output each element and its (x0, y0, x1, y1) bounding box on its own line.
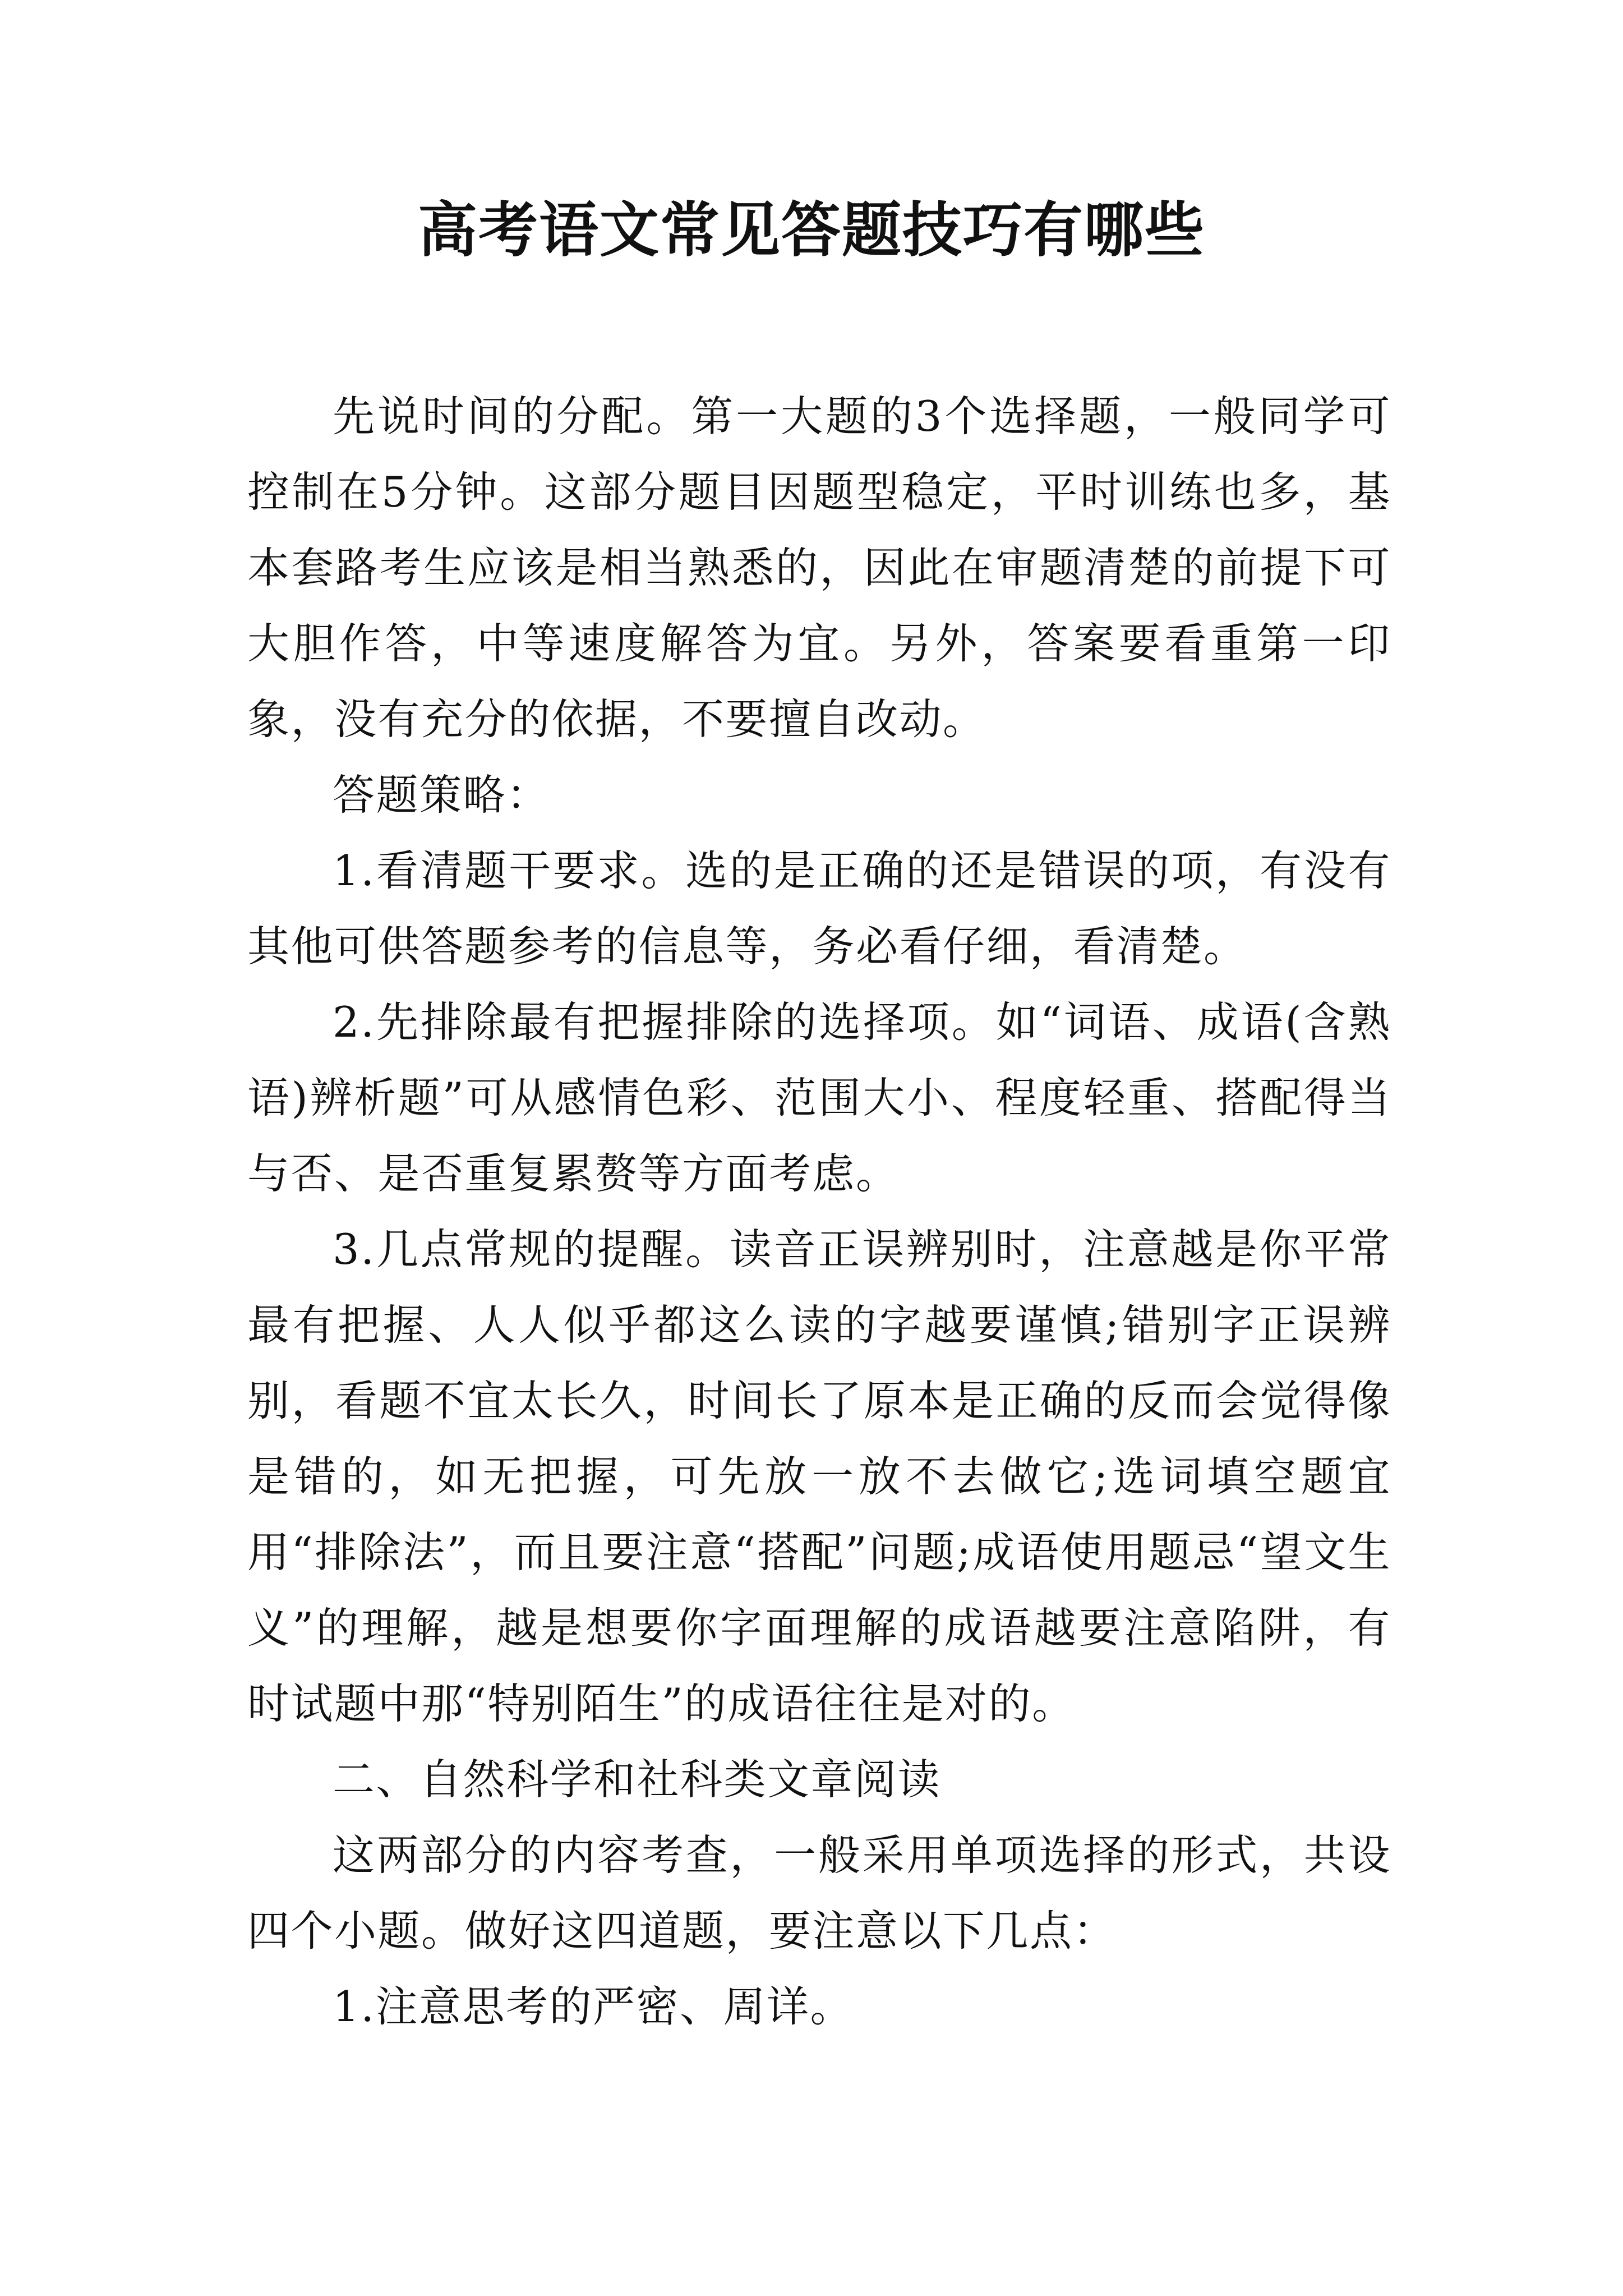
paragraph-strategy-heading: 答题策略： (333, 770, 550, 820)
document-body (247, 379, 1391, 2045)
paragraph-reading-intro: 这两部分的内容考查，一般采用单项选择的形式，共设四个小题。做好这四道题，要注意以下几点： (247, 1830, 1391, 1955)
paragraph-time-allocation: 先说时间的分配。第一大题的3个选择题，一般同学可控制在5分钟。这部分题目因题型稳定，平时训练也多，基本套路考生应该是相当熟悉的，因此在审题清楚的前提下可大胆作答，中等速度解答为宜。另外，答案要看重第一印象，没有充分的依据，不要擅自改动。 (247, 392, 1391, 744)
paragraph-reading-point-1: 1.注意思考的严密、周详。 (333, 1982, 854, 2031)
section-heading-reading: 二、自然科学和社科类文章阅读 (333, 1755, 942, 1804)
document-title: 高考语文常见答题技巧有哪些 (418, 195, 1205, 265)
paragraph-strategy-2: 2.先排除最有把握排除的选择项。如“词语、成语(含熟语)辨析题”可从感情色彩、范围大小、程度轻重、搭配得当与否、是否重复累赘等方面考虑。 (247, 997, 1391, 1198)
paragraph-strategy-1: 1.看清题干要求。选的是正确的还是错误的项，有没有其他可供答题参考的信息等，务必看仔细，看清楚。 (247, 846, 1391, 971)
paragraph-strategy-3: 3.几点常规的提醒。读音正误辨别时，注意越是你平常最有把握、人人似乎都这么读的字越要谨慎;错别字正误辨别，看题不宜太长久，时间长了原本是正确的反而会觉得像是错的，如无把握，可先放一放不去做它;选词填空题宜用“排除法”，而且要注意“搭配”问题;成语使用题忌“望文生义”的理解，越是想要你字面理解的成语越要注意陷阱，有时试题中那“特别陌生”的成语往往是对的。 (247, 1225, 1391, 1728)
